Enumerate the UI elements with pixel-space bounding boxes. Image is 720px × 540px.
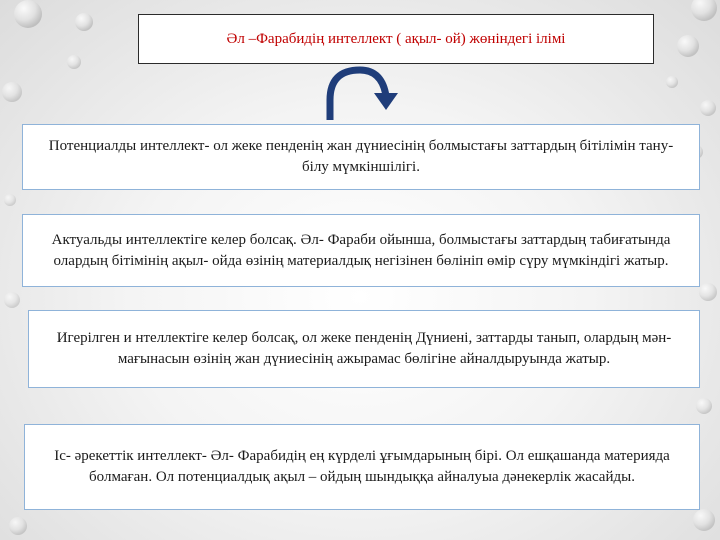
active-intellect-text: Іс- әрекеттік интеллект- Әл- Фарабидің ең күрделі ұғымдарының бірі. Ол ешқашанда материяда болмаған. Ол потенциалдық ақыл – ойдың шындыққа айналуыа дәнекерлік жасайды. — [54, 448, 670, 485]
title-box — [138, 14, 654, 64]
acquired-intellect-text: Игерілген и нтеллектіге келер болсақ, ол жеке пенденің Дүниені, заттарды танып, олардың мән- мағынасын өзінің жан дүниесінің ажырамас бөлігіне айналдыруында жатыр. — [56, 330, 672, 367]
actual-intellect-text: Актуальды интеллектіге келер болсақ. Әл- Фараби ойынша, болмыстағы заттардың табиғатында олардың бітімінің ақыл- ойда өзінің материалдық негізінен бөлініп өмір сүру мүмкіндігі жатыр. — [51, 231, 671, 269]
actual-intellect-box — [22, 214, 700, 287]
potential-intellect-text: Потенциалды интеллект- ол жеке пенденің жан дүниесінің болмыстағы заттардың бітілімін тану- білу мүмкіншілігі. — [48, 138, 674, 175]
acquired-intellect-box — [28, 310, 700, 388]
curved-arrow-icon — [318, 66, 402, 122]
diagram-title: Әл –Фарабидің интеллект ( ақыл- ой) жөніндегі ілімі — [226, 30, 566, 47]
potential-intellect-box — [22, 124, 700, 190]
active-intellect-box — [24, 424, 700, 510]
